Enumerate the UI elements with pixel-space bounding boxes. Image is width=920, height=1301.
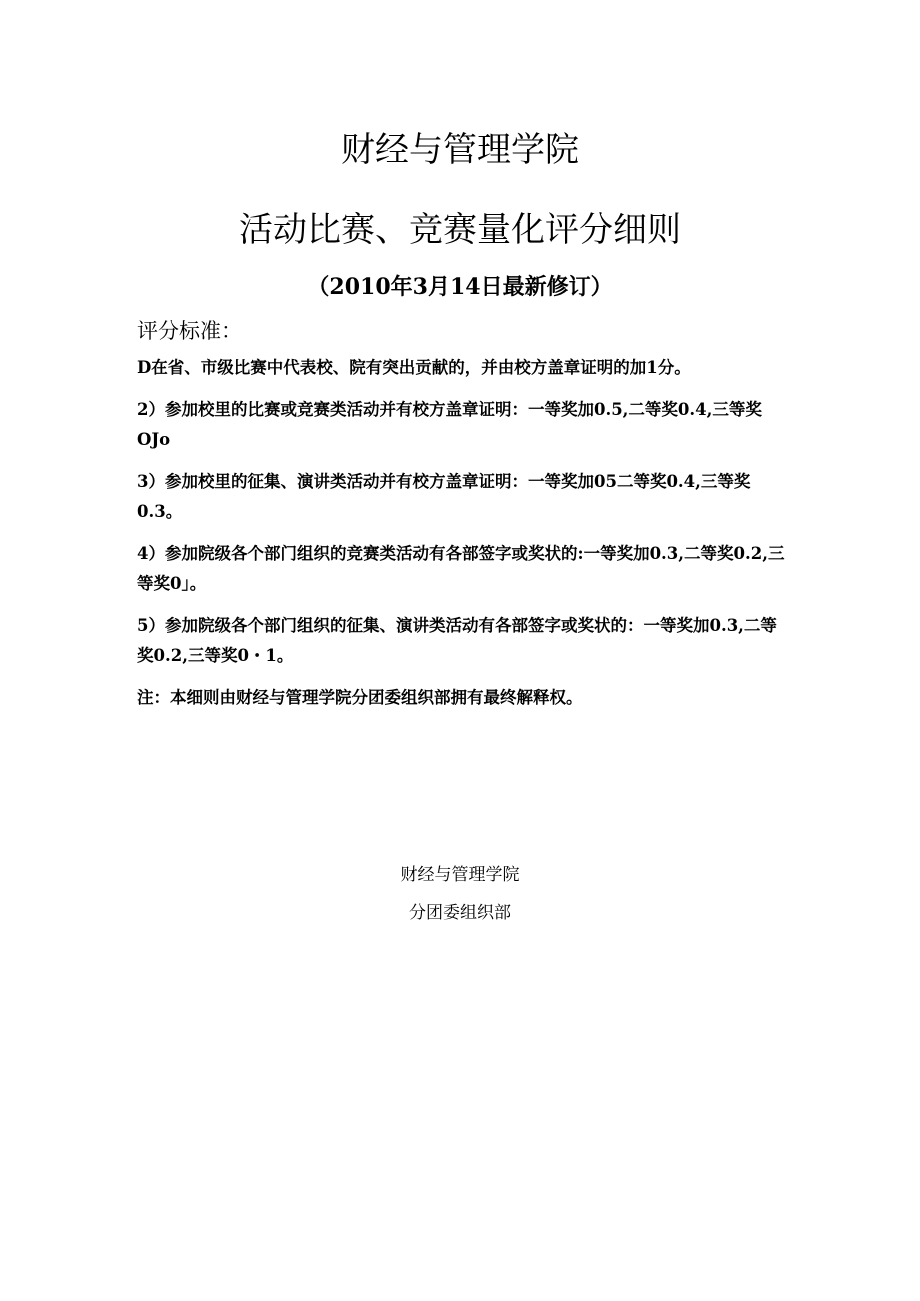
rule-4: 4）参加院级各个部门组织的竞赛类活动有各部签字或奖状的:一等奖加0.3,二等奖0.2,三等奖0」。 [137,544,785,593]
criteria-heading: 评分标准： [137,319,242,343]
signature-college: 财经与管理学院 [400,865,520,885]
rule-2: 2）参加校里的比赛或竞赛类活动并有校方盖章证明：一等奖加0.5,二等奖0.4,三等奖OJo [137,400,762,449]
rule-3: 3）参加校里的征集、演讲类活动并有校方盖章证明：一等奖加05二等奖0.4,三等奖0.3。 [137,472,751,521]
signature-department: 分团委组织部 [409,903,511,923]
document-title: 财经与管理学院 [341,130,579,170]
rules-list [137,353,787,713]
rule-1: D在省、市级比赛中代表校、院有突出贡献的，并由校方盖章证明的加1分。 [137,358,691,377]
rule-note: 注：本细则由财经与管理学院分团委组织部拥有最终解释权。 [137,688,583,707]
document-subtitle: 活动比赛、竞赛量化评分细则 [239,210,681,250]
rule-5: 5）参加院级各个部门组织的征集、演讲类活动有各部签字或奖状的：一等奖加0.3,二等奖0.2,三等奖0・1。 [137,616,777,665]
revision-note: （2010年3月14日最新修订） [307,274,613,300]
